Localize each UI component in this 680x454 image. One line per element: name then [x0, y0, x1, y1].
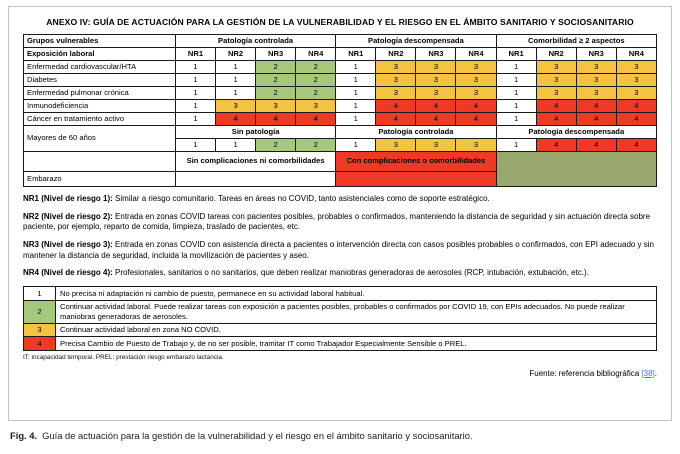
level-description: Continuar actividad laboral. Puede realizar tareas con exposición a pacientes posibles, probables o confirmados por COVID 19, con EPIs adecuados. No puede realizar maniobras generadoras de aerosoles.: [56, 300, 657, 323]
risk-cell: 1: [175, 139, 215, 152]
risk-cell: 3: [376, 74, 416, 87]
risk-level-definitions: [23, 194, 657, 279]
risk-cell: 2: [296, 74, 336, 87]
risk-cell: 1: [336, 74, 376, 87]
caption-text: Guía de actuación para la gestión de la vulnerabilidad y el riesgo en el ámbito sanitario y sociosanitario.: [42, 430, 473, 441]
risk-cell: 2: [296, 61, 336, 74]
definition-term: NR3 (Nivel de riesgo 3):: [23, 240, 113, 250]
action-levels-table: [23, 286, 657, 350]
subheader-patologia-descompensada: Patología descompensada: [496, 126, 656, 139]
risk-cell: 3: [576, 61, 616, 74]
risk-cell: 2: [256, 139, 296, 152]
risk-cell: 4: [616, 113, 656, 126]
risk-cell: 3: [456, 139, 496, 152]
risk-cell: 2: [256, 74, 296, 87]
action-levels-body: [24, 287, 657, 350]
risk-cell: 4: [376, 113, 416, 126]
definition-term: NR1 (Nivel de riesgo 1):: [23, 194, 113, 203]
risk-cell: 1: [216, 139, 256, 152]
risk-cell: 3: [536, 74, 576, 87]
risk-cell: 1: [336, 61, 376, 74]
nr-header: NR4: [616, 48, 656, 61]
risk-cell: 3: [376, 87, 416, 100]
risk-cell: 1: [496, 61, 536, 74]
risk-cell: 4: [576, 139, 616, 152]
risk-cell: 3: [296, 100, 336, 113]
risk-cell: 3: [376, 139, 416, 152]
disease-rows-section: [24, 61, 657, 126]
risk-cell: 2: [256, 87, 296, 100]
nr-header: NR1: [496, 48, 536, 61]
risk-level-definition: NR3 (Nivel de riesgo 3): Entrada en zonas COVID con asistencia directa a pacientes o intervención directa con casos posibles probables o confirmados, con EPI adecuado y sin mantener la distancia de seguridad, incluida la movilización de pacientes y aseo.: [23, 240, 655, 260]
row-label-embarazo: Embarazo: [24, 172, 176, 187]
caption-label: Fig. 4.: [10, 430, 38, 441]
row-label: Enfermedad cardiovascular/HTA: [24, 61, 176, 74]
group-header-descompensada: Patología descompensada: [336, 35, 496, 48]
source-line: [23, 369, 657, 378]
nr-header: NR3: [416, 48, 456, 61]
level-row: [24, 300, 657, 323]
risk-cell: 1: [216, 74, 256, 87]
source-period: .: [654, 368, 657, 378]
risk-cell: 1: [496, 87, 536, 100]
risk-cell: 4: [616, 139, 656, 152]
header-row-groups: [24, 35, 657, 48]
figure-container: [8, 6, 672, 421]
table-row: [24, 61, 657, 74]
risk-level-definition: NR4 (Nivel de riesgo 4): Profesionales, sanitarios o no sanitarios, que deben realizar maniobras generadoras de aerosoles (RCP, intubación, extubación, etc.).: [23, 268, 589, 278]
risk-cell: 3: [616, 74, 656, 87]
risk-cell: 3: [376, 61, 416, 74]
nr-header: NR2: [536, 48, 576, 61]
abbreviations-footnote: IT: incapacidad temporal. PREL: prestación riesgo embarazo lactancia.: [23, 353, 224, 361]
level-row: [24, 323, 657, 336]
header-row-nr: [24, 48, 657, 61]
risk-cell: 3: [456, 61, 496, 74]
risk-cell: 4: [536, 139, 576, 152]
embarazo-con-header: Con complicaciones o comorbilidades: [336, 152, 496, 172]
embarazo-con-cell: [336, 172, 496, 187]
figure-title: ANEXO IV: GUÍA DE ACTUACIÓN PARA LA GESTIÓN DE LA VULNERABILIDAD Y EL RIESGO EN EL ÁMBITO SANITARIO Y SOCIOSANITARIO: [46, 17, 634, 27]
risk-cell: 3: [536, 87, 576, 100]
risk-cell: 1: [336, 100, 376, 113]
risk-cell: 3: [616, 61, 656, 74]
risk-cell: 3: [576, 87, 616, 100]
risk-cell: 4: [456, 100, 496, 113]
embarazo-na-cell: [496, 152, 656, 187]
risk-cell: 3: [416, 87, 456, 100]
risk-cell: 1: [175, 61, 215, 74]
table-row: [24, 100, 657, 113]
row-label: Inmunodeficiencia: [24, 100, 176, 113]
embarazo-sin-cell: [175, 172, 335, 187]
level-description: Precisa Cambio de Puesto de Trabajo y, de no ser posible, tramitar IT como Trabajador Especialmente Sensible o PREL.: [56, 337, 657, 350]
level-number: 1: [24, 287, 56, 300]
nr-header: NR3: [576, 48, 616, 61]
level-number: 3: [24, 323, 56, 336]
corner-grupos-vulnerables: Grupos vulnerables: [24, 35, 176, 48]
nr-header: NR3: [256, 48, 296, 61]
level-number: 2: [24, 300, 56, 323]
risk-cell: 4: [416, 100, 456, 113]
figure-caption: [10, 430, 473, 441]
nr-header: NR4: [456, 48, 496, 61]
risk-cell: 1: [175, 100, 215, 113]
corner-exposicion-laboral: Exposición laboral: [24, 48, 176, 61]
level-row: [24, 337, 657, 350]
embarazo-section: [24, 152, 657, 187]
risk-level-definition: NR2 (Nivel de riesgo 2): Entrada en zonas COVID tareas con pacientes posibles, probables o confirmados, manteniendo la distancia de seguridad y sin actuación directa sobre paciente, por ejemplo, reparto de comida, limpieza, traslado de pacientes, etc.: [23, 211, 651, 232]
risk-cell: 3: [416, 139, 456, 152]
risk-cell: 1: [175, 74, 215, 87]
risk-cell: 3: [456, 74, 496, 87]
risk-cell: 4: [536, 100, 576, 113]
nr-header: NR4: [296, 48, 336, 61]
mayores-section: [24, 126, 657, 152]
risk-cell: 3: [416, 74, 456, 87]
risk-cell: 1: [216, 61, 256, 74]
risk-cell: 4: [576, 113, 616, 126]
nr-header: NR2: [216, 48, 256, 61]
empty-cell: [24, 152, 176, 172]
risk-cell: 1: [496, 113, 536, 126]
risk-cell: 4: [216, 113, 256, 126]
risk-table-header: [24, 35, 657, 61]
subheader-sin-patologia: Sin patología: [175, 126, 335, 139]
level-description: Continuar actividad laboral en zona NO COVID.: [56, 323, 657, 336]
table-row: [24, 113, 657, 126]
risk-cell: 1: [496, 139, 536, 152]
risk-cell: 2: [296, 87, 336, 100]
row-label: Enfermedad pulmonar crónica: [24, 87, 176, 100]
risk-level-definition: NR1 (Nivel de riesgo 1): Similar a riesgo comunitario. Tareas en áreas no COVID, tanto asistenciales como de soporte estratégico.: [23, 194, 490, 203]
risk-cell: 1: [175, 113, 215, 126]
row-label: Cáncer en tratamiento activo: [24, 113, 176, 126]
risk-table: [23, 34, 657, 187]
risk-cell: 3: [416, 61, 456, 74]
risk-cell: 4: [536, 113, 576, 126]
risk-cell: 3: [256, 100, 296, 113]
nr-header: NR2: [376, 48, 416, 61]
risk-cell: 2: [296, 139, 336, 152]
embarazo-sin-header: Sin complicaciones ni comorbilidades: [175, 152, 335, 172]
risk-cell: 4: [296, 113, 336, 126]
risk-cell: 3: [456, 87, 496, 100]
mayores-subheader-row: [24, 126, 657, 139]
definition-term: NR4 (Nivel de riesgo 4):: [23, 268, 113, 278]
risk-cell: 4: [376, 100, 416, 113]
nr-header: NR1: [336, 48, 376, 61]
risk-cell: 1: [216, 87, 256, 100]
risk-cell: 2: [256, 61, 296, 74]
level-number: 4: [24, 337, 56, 350]
group-header-controlada: Patología controlada: [175, 35, 335, 48]
group-header-comorbilidad: Comorbilidad ≥ 2 aspectos: [496, 35, 656, 48]
risk-cell: 1: [496, 100, 536, 113]
risk-cell: 1: [336, 87, 376, 100]
risk-cell: 4: [456, 113, 496, 126]
table-row: [24, 74, 657, 87]
row-label-mayores: Mayores de 60 años: [24, 126, 176, 152]
risk-cell: 3: [216, 100, 256, 113]
nr-header: NR1: [175, 48, 215, 61]
risk-cell: 1: [336, 113, 376, 126]
subheader-patologia-controlada: Patología controlada: [336, 126, 496, 139]
risk-cell: 1: [175, 87, 215, 100]
risk-cell: 4: [256, 113, 296, 126]
risk-cell: 4: [416, 113, 456, 126]
source-text: Fuente: referencia bibliográfica: [529, 368, 642, 378]
risk-cell: 4: [576, 100, 616, 113]
reference-link[interactable]: [38]: [641, 368, 655, 378]
risk-cell: 4: [616, 100, 656, 113]
risk-cell: 3: [576, 74, 616, 87]
risk-cell: 3: [536, 61, 576, 74]
row-label: Diabetes: [24, 74, 176, 87]
risk-cell: 3: [616, 87, 656, 100]
risk-cell: 1: [336, 139, 376, 152]
level-row: [24, 287, 657, 300]
definition-term: NR2 (Nivel de riesgo 2):: [23, 211, 113, 221]
level-description: No precisa ni adaptación ni cambio de puesto, permanece en su actividad laboral habitual.: [56, 287, 657, 300]
table-row: [24, 87, 657, 100]
embarazo-subheader-row: [24, 152, 657, 172]
risk-cell: 1: [496, 74, 536, 87]
